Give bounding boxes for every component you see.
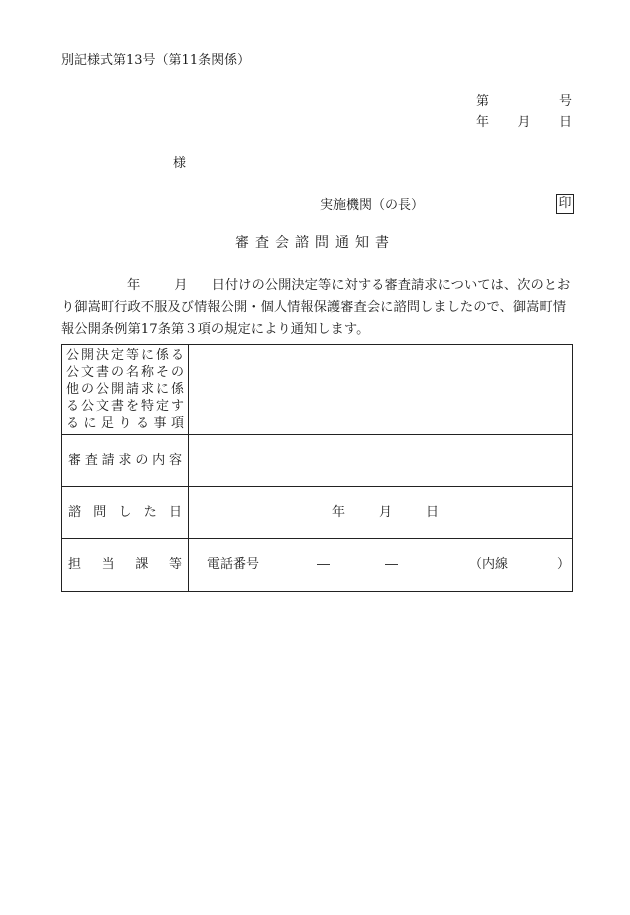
body-paragraph xyxy=(61,275,574,341)
form-label: 別記様式第13号（第11条関係） xyxy=(61,53,251,68)
row4-value-cell[interactable] xyxy=(189,539,573,592)
date-month: 月 xyxy=(517,115,531,130)
inquiry-month: 月 xyxy=(378,504,392,520)
row4-label-cell xyxy=(62,539,189,592)
contact-info xyxy=(189,539,572,591)
phone-dash-2: ― xyxy=(385,557,398,572)
extension-open: （内線 xyxy=(469,557,509,572)
document-date xyxy=(476,114,572,132)
phone-dash-1: ― xyxy=(317,557,330,572)
row1-label-cell xyxy=(62,345,189,435)
row3-label-cell xyxy=(62,487,189,539)
row1-label-line: る公文書を特定す xyxy=(66,399,184,414)
row3-label: 諮問した日 xyxy=(68,504,182,520)
sender-name: 実施機関（の長） xyxy=(320,198,425,213)
document-number xyxy=(476,93,572,111)
phone-label: 電話番号 xyxy=(207,557,260,572)
number-suffix: 号 xyxy=(558,94,572,109)
table-row xyxy=(62,539,573,592)
body-year: 年 xyxy=(127,278,141,293)
row2-label: 審査請求の内容 xyxy=(68,452,182,468)
number-prefix: 第 xyxy=(476,94,490,109)
inquiry-year: 年 xyxy=(331,504,345,520)
notification-table xyxy=(61,344,573,592)
row4-label: 担当課等 xyxy=(68,557,182,573)
inquiry-date xyxy=(189,504,572,522)
table-row xyxy=(62,487,573,539)
date-day: 日 xyxy=(558,115,572,130)
row2-value-cell[interactable] xyxy=(189,435,573,487)
inquiry-day: 日 xyxy=(426,504,440,520)
row1-label-line: 公文書の名称その xyxy=(66,365,184,380)
date-year: 年 xyxy=(476,115,490,130)
addressee-suffix: 様 xyxy=(173,156,187,171)
row2-label-cell xyxy=(62,435,189,487)
row1-label-line: 他の公開請求に係 xyxy=(66,382,184,397)
table-row xyxy=(62,435,573,487)
row1-label-line: るに足りる事項 xyxy=(66,416,184,431)
seal-mark: 印 xyxy=(556,194,574,214)
extension-close: ） xyxy=(557,557,571,572)
body-month: 月 xyxy=(174,278,188,293)
table-row xyxy=(62,345,573,435)
row1-label-line: 公開決定等に係る xyxy=(66,348,184,363)
body-text: 日付けの公開決定等に対する審査請求については、次のとおり御嵩町行政不服及び情報公開・個人情報保護審査会に諮問しましたので、御嵩町情報公開条例第17条第３項の規定により通知します。 xyxy=(61,278,571,337)
row1-value-cell[interactable] xyxy=(189,345,573,435)
row3-value-cell[interactable] xyxy=(189,487,573,539)
document-title: 審査会諮問通知書 xyxy=(235,235,395,251)
row1-label xyxy=(62,345,188,434)
